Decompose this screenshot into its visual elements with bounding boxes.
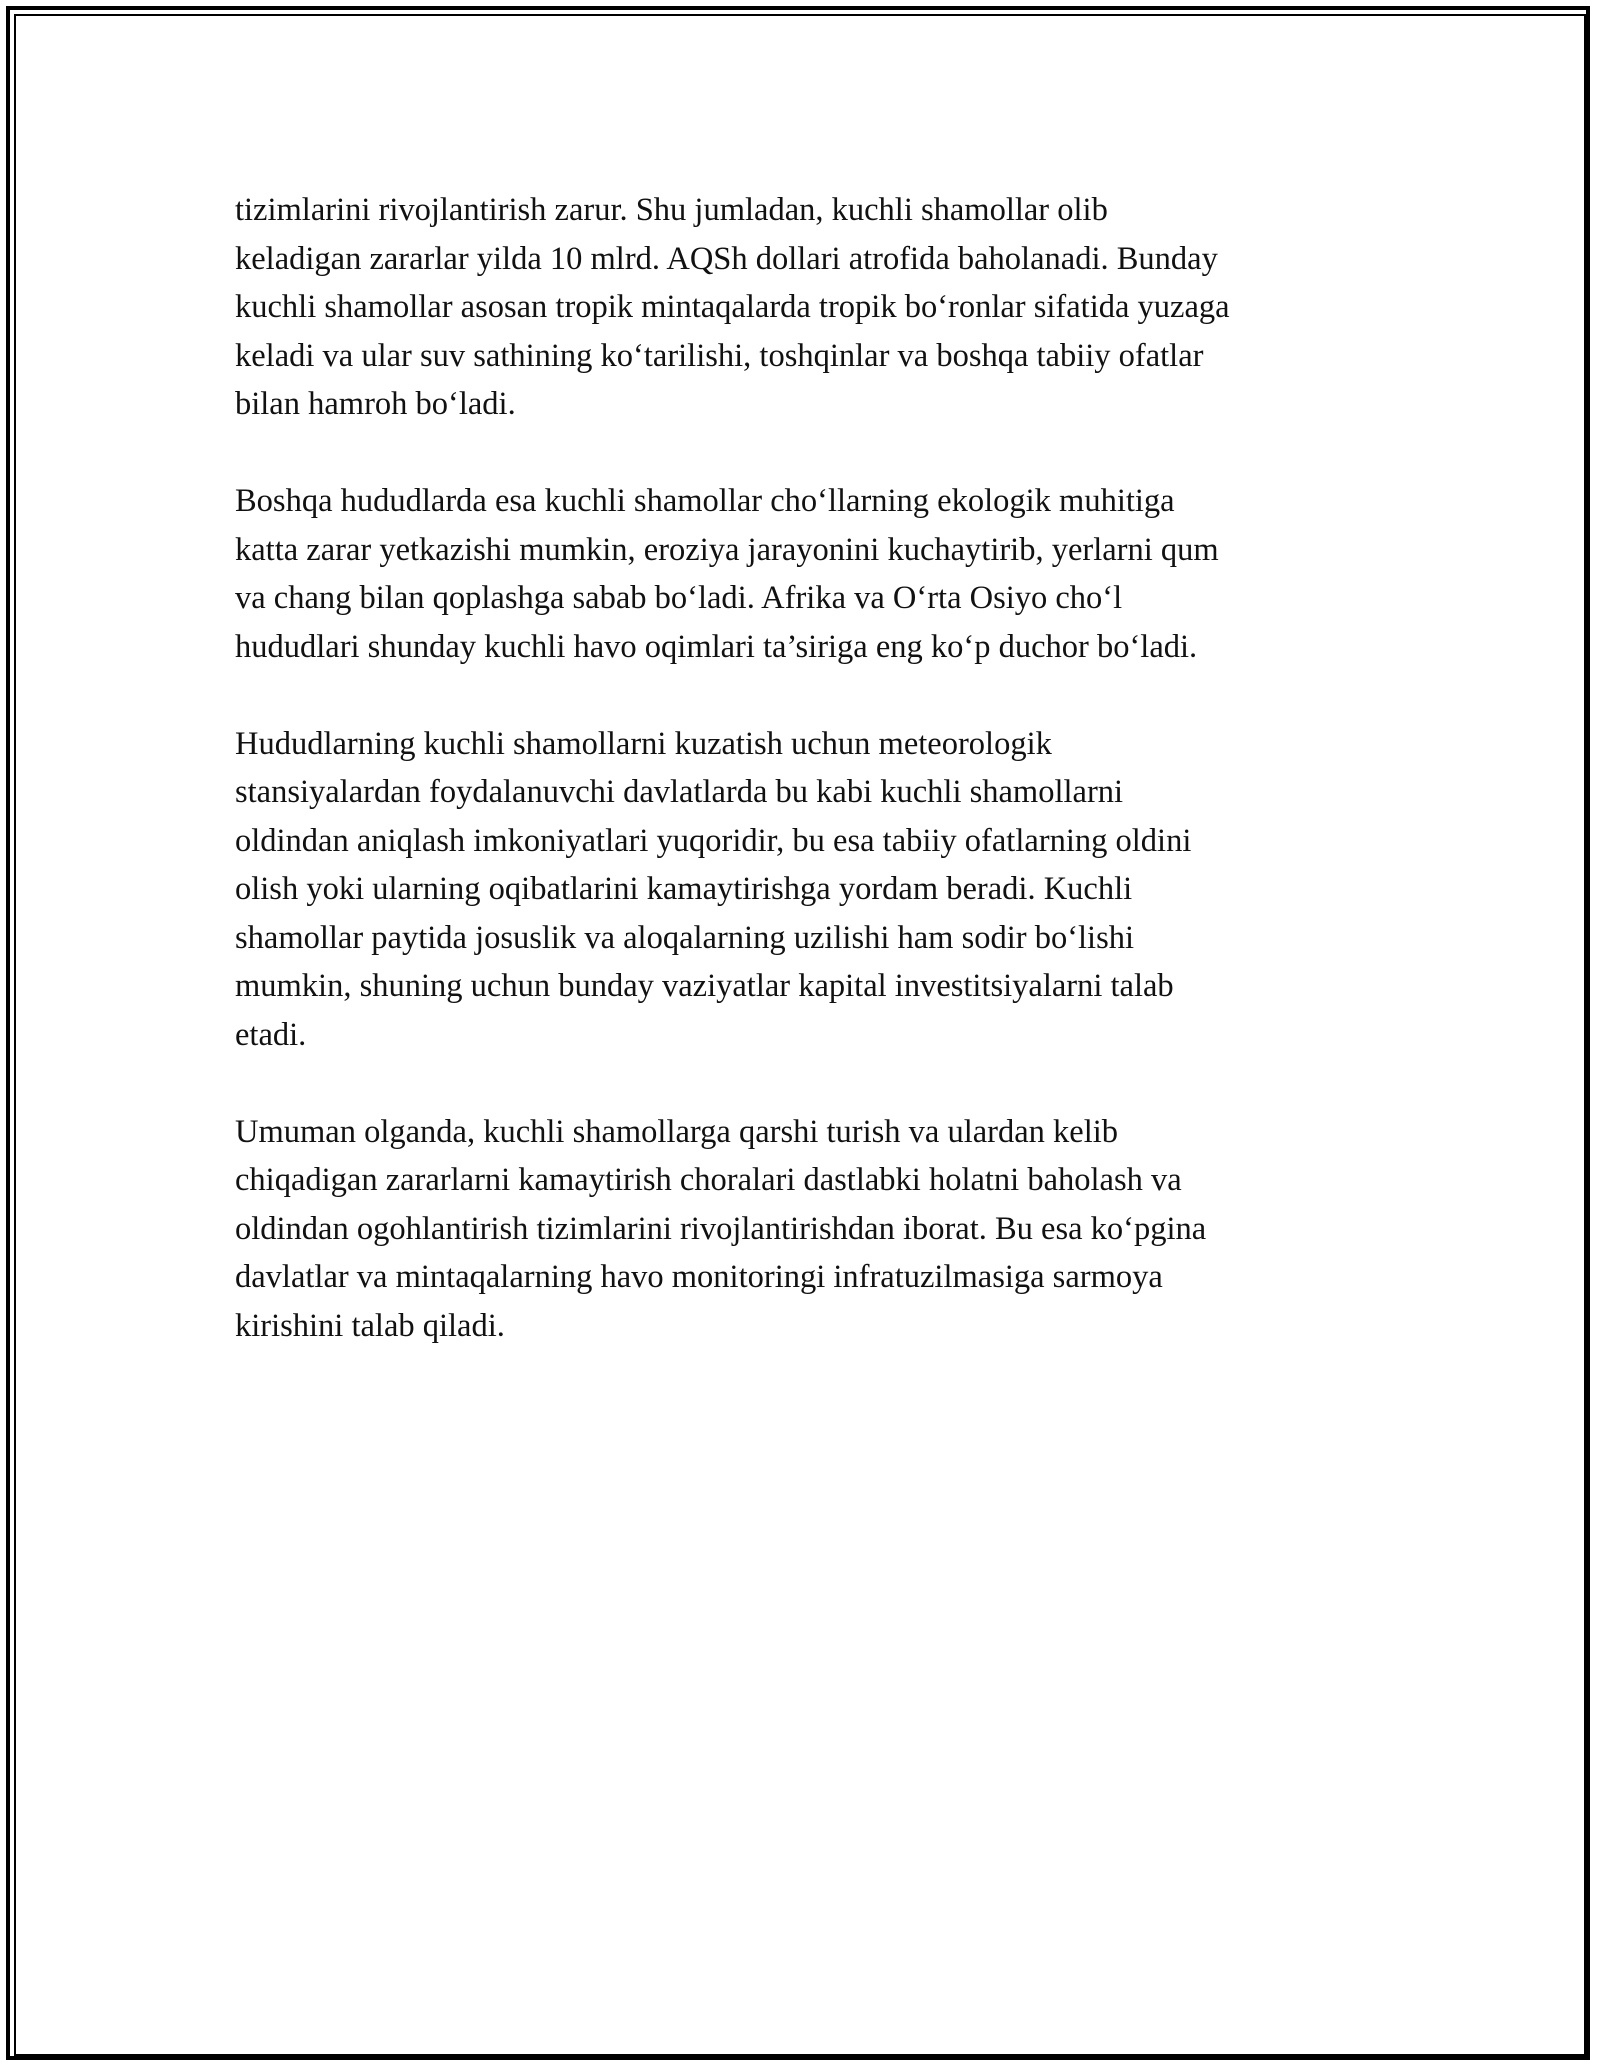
paragraph-2: Boshqa hududlarda esa kuchli shamollar cho‘llarning ekologik muhitiga katta zarar yetkazishi mumkin, eroziya jarayonini kuchaytirib, yerlarni qum va chang bilan qoplashga sabab bo‘ladi. Afrika va O‘rta Osiyo cho‘l hududlari shunday kuchli havo oqimlari ta’siriga eng ko‘p duchor bo‘ladi.: [235, 483, 1219, 665]
paragraph-4: Umuman olganda, kuchli shamollarga qarshi turish va ulardan kelib chiqadigan zararlarni kamaytirish choralari dastlabki holatni baholash va oldindan ogohlantirish tizimlarini rivojlantirishdan iborat. Bu esa ko‘pgina davlatlar va mintaqalarning havo monitoringi infratuzilmasiga sarmoya kirishini talab qiladi.: [235, 1113, 1207, 1344]
document-body: [235, 186, 1365, 1399]
paragraph-1: tizimlarini rivojlantirish zarur. Shu jumladan, kuchli shamollar olib keladigan zararlar yilda 10 mlrd. AQSh dollari atrofida baholanadi. Bunday kuchli shamollar asosan tropik mintaqalarda tropik bo‘ronlar sifatida yuzaga keladi va ular suv sathining ko‘tarilishi, toshqinlar va boshqa tabiiy ofatlar bilan hamroh bo‘ladi.: [235, 192, 1230, 422]
paragraph-3: Hududlarning kuchli shamollarni kuzatish uchun meteorologik stansiyalardan foydalanuvchi davlatlarda bu kabi kuchli shamollarni oldindan aniqlash imkoniyatlari yuqoridir, bu esa tabiiy ofatlarning oldini olish yoki ularning oqibatlarini kamaytirishga yordam beradi. Kuchli shamollar paytida josuslik va aloqalarning uzilishi ham sodir bo‘lishi mumkin, shuning uchun bunday vaziyatlar kapital investitsiyalarni talab etadi.: [235, 725, 1192, 1053]
